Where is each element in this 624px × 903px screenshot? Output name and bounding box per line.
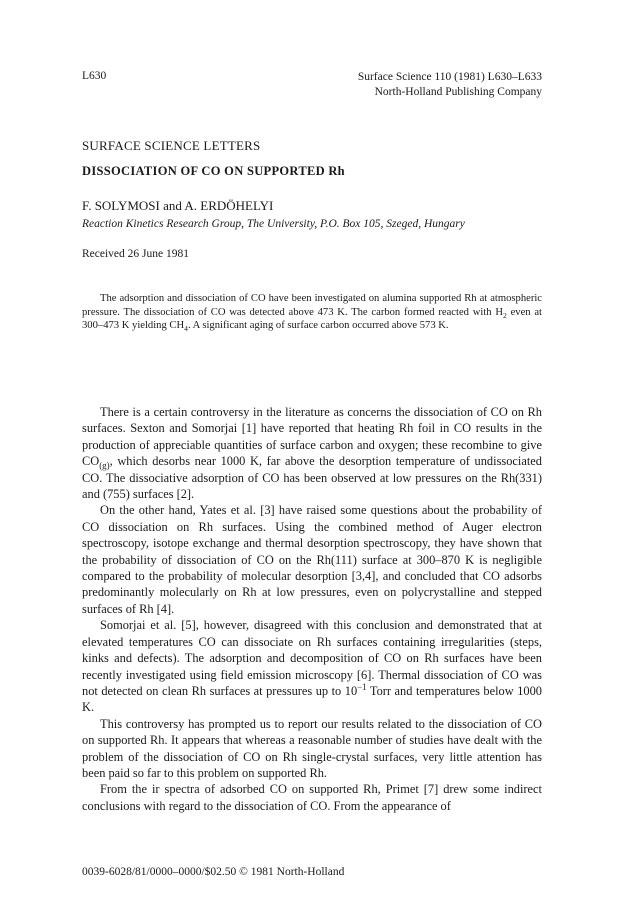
body-paragraph-4: This controversy has prompted us to report our results related to the dissociation of CO on supported Rh. It appears that whereas a reasonable number of studies have dealt with the problem of the dissociation of CO on Rh single-crystal surfaces, very little attention has been paid so far to this problem on supported Rh. xyxy=(82,716,542,780)
abstract xyxy=(82,292,542,333)
article-title: DISSOCIATION OF CO ON SUPPORTED Rh xyxy=(82,164,345,178)
body-paragraph-1: There is a certain controversy in the literature as concerns the dissociation of CO on Rh surfaces. Sexton and Somorjai [1] have reported that heating Rh foil in CO results in the production of appreciable quantities of surface carbon and oxygen; these recombine to give $CO_{(g)}$, which desorbs near 1000 K, far above the desorption temperature of undissociated CO. The dissociative adsorption of CO has been observed at low pressures on the Rh(331) and (755) surfaces [2]. xyxy=(82,405,542,502)
copyright-footer: 0039-6028/81/0000–0000/$02.50 © 1981 North-Holland xyxy=(82,866,345,878)
journal-citation: Surface Science 110 (1981) L630–L633 xyxy=(357,71,542,83)
body-paragraph-3: Somorjai et al. [5], however, disagreed with this conclusion and demonstrated that at elevated temperatures CO can dissociate on Rh surfaces containing irregularities (steps, kinks and defects). The adsorption and decomposition of CO on Rh surfaces have been recently investigated using field emission microscopy [6]. Thermal dissociation of CO was not detected on clean Rh surfaces at pressures up to $10^{-1}$ Torr and temperatures below 1000 K. xyxy=(82,618,542,715)
publisher: North-Holland Publishing Company xyxy=(374,86,542,98)
section-heading: SURFACE SCIENCE LETTERS xyxy=(82,138,261,153)
received-date: Received 26 June 1981 xyxy=(82,248,189,260)
body-paragraph-2: On the other hand, Yates et al. [3] have raised some questions about the probability of CO dissociation on Rh surfaces. Using the combined method of Auger electron spectroscopy, isotope exchange and thermal desorption spectroscopy, they have shown that the probability of dissociation of CO on the Rh(111) surface at 300–870 K is negligible compared to the probability of molecular desorption [3,4], and concluded that CO adsorbs predominantly molecularly on Rh at low pressures, even on polycrystalline and stepped surfaces of Rh [4]. xyxy=(82,503,542,616)
journal-header xyxy=(338,70,542,100)
body-paragraph-5: From the ir spectra of adsorbed CO on supported Rh, Primet [7] drew some indirect conclusions with regard to the dissociation of CO. From the appearance of xyxy=(82,782,542,813)
article-body xyxy=(82,404,542,814)
affiliation: Reaction Kinetics Research Group, The University, P.O. Box 105, Szeged, Hungary xyxy=(82,218,465,230)
authors: F. SOLYMOSI and A. ERDÖHELYI xyxy=(82,198,274,213)
abstract-paragraph: The adsorption and dissociation of CO have been investigated on alumina supported Rh at atmospheric pressure. The dissociation of CO was detected above 473 K. The carbon formed reacted with $H_2$ even at 300–473 K yielding $CH_4$. A significant aging of surface carbon occurred above 573 K. xyxy=(82,293,542,334)
page-number: L630 xyxy=(82,70,107,82)
